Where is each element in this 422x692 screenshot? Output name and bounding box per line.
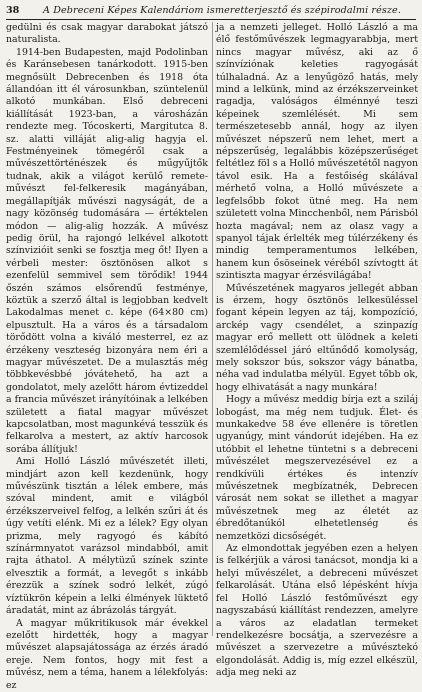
running-header [6, 5, 416, 19]
running-header-title: A Debreceni Képes Kalendáriom ismeretterjesztő és szépirodalmi része. [43, 5, 401, 16]
paragraph: 1914-ben Budapesten, majd Podolinban és Karánsebesen tanárkodott. 1915-ben megnősült Debrecenben és 1918 óta állandóan itt él városunkban, szüntelenül alkotó munkában. Első debreceni kiállítását 1923-ban, a városházán rendezte meg. Tócoskerti, Margitutca 8. sz. alatti villáját alig-alig hagyja el. Festményeinek tömegéről csak a művészettörténészek és műgyűjtők tudnak, akik a világot kerülő remete-művészt fel-felkeresik magányában, megállapítják művészi nagyságát, de a nagy közönség tudomására — értéktelen módon — alig-alig hozzák. A művész pedig örül, ha rajongó lelkével alkotott színvizióit senki se fosztja meg őt! Ilyen a vérbeli mester: ösztönösen alkot s ezenfelül semmivel sem törődik! 1944 őszén számos elsőrendű festménye, köztük a szerző által is legjobban kedvelt Lakodalmas menet c. képe (64×80 cm) elpusztult. Ha a város és a társadalom törődött volna a kiváló mesterrel, ez az érzékeny veszteség bizonyára nem éri a magyar művészetet. De a mulasztás még többkevésbbé jóvátehető, ha azt a gondolatot, mely azelőtt három évtizeddel a francia művészet irányítóinak a lelkében született a fiatal magyar művészet kapcsolatban, most magunkévá tesszük és felkarolva a mestert, az aktív harcosok sorába állítjuk! [6, 46, 208, 455]
left-column [6, 22, 208, 691]
right-column [216, 22, 418, 679]
paragraph: Hogy a művész meddig bírja ezt a sziláj lobogást, ma még nem tudjuk. Élet- és munkakedve 58 éve ellenére is töretlen ugyanúgy, mint vándorút idejében. Ha ez utóbbit el lehetne tüntetni s a debreceni művészélet megszervezésével ez a rendkívüli értékes és intenzív művészetnek megbízatnék, Debrecen városát nem sokat se illethet a magyar művészetnek meg az életét az ébredőtanúkól elhetetlenség és nemzetközi dicsőségét. [216, 394, 418, 542]
page-number: 38 [6, 5, 20, 16]
paragraph: A magyar műkritikusok már évekkel ezelőtt hirdették, hogy a magyar művészet alapsajátossága az érzés áradó ereje. Nem fontos, hogy mit fest a művész, nem a téma, hanem a lélekfolyás: ez [6, 617, 208, 691]
paragraph: Az elmondottak jegyében ezen a helyen is felkérjük a városi tanácsot, mondja ki a helyi művészélet, a debreceni művészet felkarolását. Utána első lépésként hívja fel Holló László festőművészt egy nagyszabású kiállítást rendezzen, amelyre a város az eladatlan termeket rendelkezésre bocsátja, a szervezésre a művészet a szervezetre a művésztekó elgondolását. Addig is, míg ezzel elkészül, adja meg neki az [216, 543, 418, 679]
paragraph: Művészetének magyaros jellegét abban is érzem, hogy ösztönös lelkesüléssel fogant képein legyen az táj, kompozíció, arckép vagy csendélet, a szinpazíg magyar erő mellett ott ülödnek a keleti szemlélődéssel járó eltűnődő komolyság, mely sokszor bús, sokszor vágy bánatba, néha vad indulatba mélyül. Egyet tőbb ok, hogy elhivatását a nagy munkára! [216, 282, 418, 393]
header-rule [6, 19, 416, 20]
column-divider [212, 22, 213, 636]
paragraph: Ami Holló László művészetét illeti, mindjárt azon kell kezdenünk, hogy művészünk tisztán a lélek embere, más szóval mindent, amit e világból érzékszerveivel felfog, a lelkén szűri át és úgy vetíti elénk. Mi ez a lélek? Egy olyan prizma, mely ragyogó és kábító színármnyatot varázsol mindabból, amit rajta áthatol. A mélytüzű színek szinte elvesztik a formát, a levegőt s inkább érezzük a színek sodró lelkét, zúgó víztükrön képein a lelki élmények lüktető áradatát, mint az ábrázolás tárgyát. [6, 456, 208, 617]
paragraph: ja a nemzeti jelleget. Holló László a ma élő festőművészek legmagyarabbja, mert nincs magyar művész, aki az ő színvíziónak keleties ragyogását túlhaladná. Az a lenyűgöző hatás, mely mind a lelkünk, mind az érzékszerveinket ragadja, valóságos élménnyé teszi képeinek szemlélését. Mi sem természetesebb annál, hogy az ilyen művészet népszerű nem lehet, mert a népszerűség, legalábbis középszerűséget feltétlez föl s a Holló művészetétől nagyon távol esik. Ha a festőiség skálával mérhető volna, a Holló művészete a legfelsőbb fokot ütné meg. Ha nem született volna Mincchenből, nem Párisból hozta magával; nem az olasz vagy a spanyol tájak érlelték meg túlérzékeny és mindig temperamentumos lelkében, hanem kun ősöseinek véréből szívtogtt át szintiszta magyar érzésvilágába! [216, 22, 418, 282]
paragraph: gedülni és csak magyar darabokat játszó naturalista. [6, 22, 208, 46]
